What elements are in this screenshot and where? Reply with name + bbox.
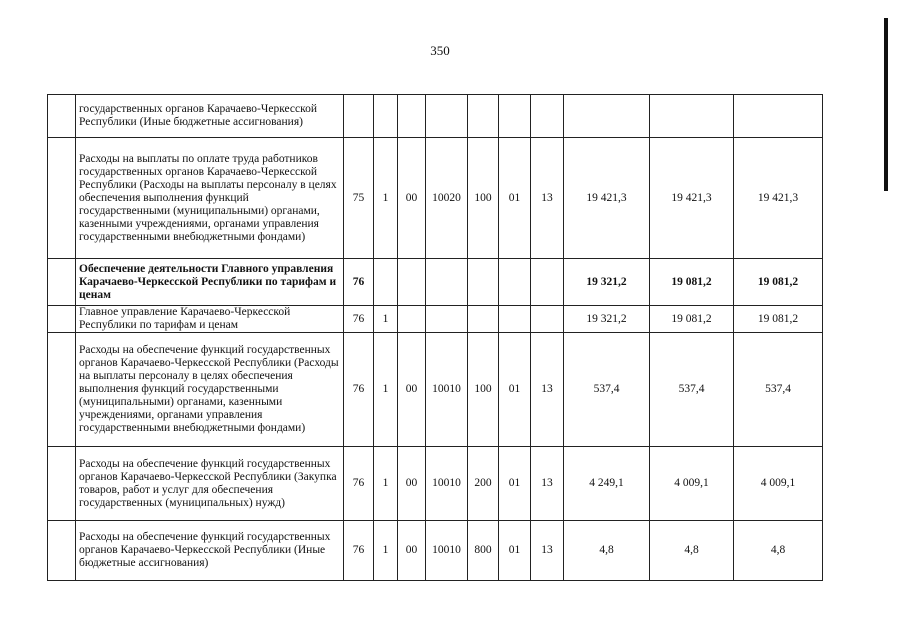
table-row <box>48 306 823 333</box>
code-program <box>398 259 426 306</box>
expense-name: Расходы на обеспечение функций государственных органов Карачаево-Черкесской Республики (Расходы на выплаты персоналу в целях обеспечения выполнения функций государственными (муниципальными) органами, казенными учреждениями, органами управления государственными внебюджетными фондами) <box>76 333 344 447</box>
row-number-cell <box>48 95 76 138</box>
code-rz: 01 <box>499 447 531 521</box>
code-gov <box>344 95 374 138</box>
code-program: 00 <box>398 138 426 259</box>
code-gov: 75 <box>344 138 374 259</box>
code-direction <box>426 95 468 138</box>
code-expense-type <box>468 306 499 333</box>
code-expense-type: 100 <box>468 333 499 447</box>
code-pr: 13 <box>531 447 564 521</box>
amount-year-1: 4 249,1 <box>564 447 650 521</box>
code-section <box>374 259 398 306</box>
code-section: 1 <box>374 447 398 521</box>
code-gov: 76 <box>344 306 374 333</box>
table-row <box>48 95 823 138</box>
row-number-cell <box>48 333 76 447</box>
amount-year-2: 537,4 <box>650 333 734 447</box>
code-program: 00 <box>398 521 426 581</box>
code-program <box>398 306 426 333</box>
amount-year-1: 19 321,2 <box>564 306 650 333</box>
code-program: 00 <box>398 447 426 521</box>
amount-year-3: 4 009,1 <box>734 447 823 521</box>
amount-year-3: 19 421,3 <box>734 138 823 259</box>
amount-year-1: 4,8 <box>564 521 650 581</box>
code-direction: 10010 <box>426 333 468 447</box>
table-row <box>48 333 823 447</box>
expense-name: Расходы на выплаты по оплате труда работников государственных органов Карачаево-Черкесской Республики (Расходы на выплаты персоналу в целях обеспечения выполнения функций государственными (муниципальными) органами, казенными учреждениями, органами управления государственными внебюджетными фондами) <box>76 138 344 259</box>
code-pr: 13 <box>531 138 564 259</box>
code-expense-type <box>468 95 499 138</box>
amount-year-2: 19 081,2 <box>650 306 734 333</box>
code-rz <box>499 95 531 138</box>
amount-year-3: 537,4 <box>734 333 823 447</box>
code-gov: 76 <box>344 259 374 306</box>
amount-year-2: 4 009,1 <box>650 447 734 521</box>
row-number-cell <box>48 259 76 306</box>
code-gov: 76 <box>344 333 374 447</box>
code-pr <box>531 306 564 333</box>
code-pr: 13 <box>531 521 564 581</box>
table-row <box>48 138 823 259</box>
expense-name: Обеспечение деятельности Главного управления Карачаево-Черкесской Республики по тарифам и ценам <box>76 259 344 306</box>
code-expense-type <box>468 259 499 306</box>
page-number: 350 <box>430 43 450 58</box>
expense-name: Расходы на обеспечение функций государственных органов Карачаево-Черкесской Республики (Закупка товаров, работ и услуг для обеспечения государственных (муниципальных) нужд) <box>76 447 344 521</box>
code-pr <box>531 259 564 306</box>
code-section <box>374 95 398 138</box>
code-expense-type: 200 <box>468 447 499 521</box>
expense-name: государственных органов Карачаево-Черкесской Республики (Иные бюджетные ассигнования) <box>76 95 344 138</box>
code-program: 00 <box>398 333 426 447</box>
code-direction: 10020 <box>426 138 468 259</box>
code-direction: 10010 <box>426 447 468 521</box>
amount-year-3 <box>734 95 823 138</box>
row-number-cell <box>48 521 76 581</box>
code-pr <box>531 95 564 138</box>
code-direction <box>426 306 468 333</box>
table-row <box>48 521 823 581</box>
amount-year-2: 4,8 <box>650 521 734 581</box>
row-number-cell <box>48 306 76 333</box>
code-section: 1 <box>374 333 398 447</box>
code-rz <box>499 259 531 306</box>
amount-year-3: 19 081,2 <box>734 306 823 333</box>
table-row <box>48 259 823 306</box>
table-row <box>48 447 823 521</box>
amount-year-2 <box>650 95 734 138</box>
scan-edge-bar <box>884 18 888 191</box>
code-gov: 76 <box>344 447 374 521</box>
amount-year-2: 19 421,3 <box>650 138 734 259</box>
amount-year-1: 19 421,3 <box>564 138 650 259</box>
amount-year-1 <box>564 95 650 138</box>
code-expense-type: 100 <box>468 138 499 259</box>
code-rz <box>499 306 531 333</box>
code-section: 1 <box>374 306 398 333</box>
row-number-cell <box>48 447 76 521</box>
code-rz: 01 <box>499 333 531 447</box>
expense-name: Расходы на обеспечение функций государственных органов Карачаево-Черкесской Республики (Иные бюджетные ассигнования) <box>76 521 344 581</box>
code-direction: 10010 <box>426 521 468 581</box>
amount-year-1: 19 321,2 <box>564 259 650 306</box>
budget-table <box>47 94 823 581</box>
row-number-cell <box>48 138 76 259</box>
expense-name: Главное управление Карачаево-Черкесской Республики по тарифам и ценам <box>76 306 344 333</box>
amount-year-1: 537,4 <box>564 333 650 447</box>
code-section: 1 <box>374 521 398 581</box>
amount-year-3: 4,8 <box>734 521 823 581</box>
code-rz: 01 <box>499 138 531 259</box>
amount-year-2: 19 081,2 <box>650 259 734 306</box>
code-gov: 76 <box>344 521 374 581</box>
code-expense-type: 800 <box>468 521 499 581</box>
code-pr: 13 <box>531 333 564 447</box>
code-section: 1 <box>374 138 398 259</box>
code-program <box>398 95 426 138</box>
amount-year-3: 19 081,2 <box>734 259 823 306</box>
code-rz: 01 <box>499 521 531 581</box>
code-direction <box>426 259 468 306</box>
